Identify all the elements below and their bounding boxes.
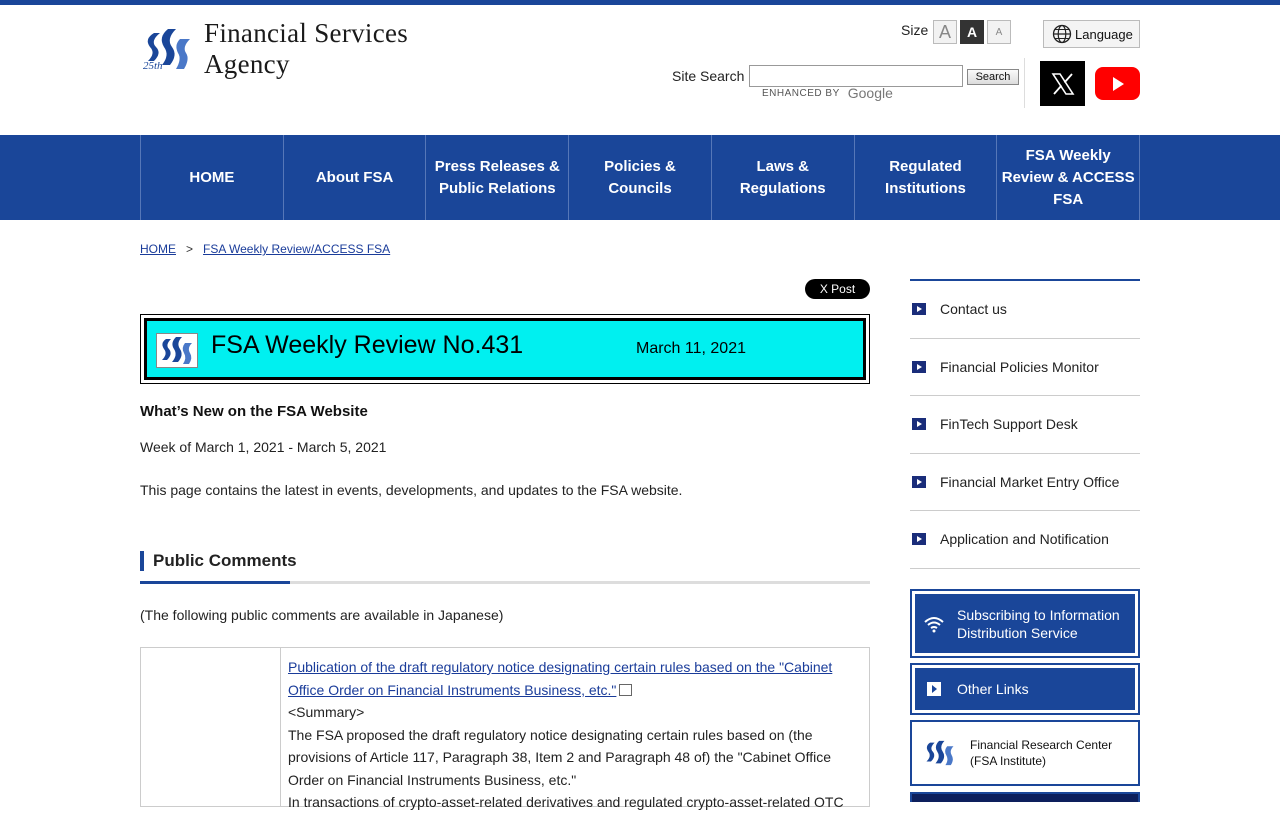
global-navigation bbox=[0, 135, 1280, 220]
nav-policies-councils[interactable]: Policies & Councils bbox=[569, 135, 712, 220]
globe-icon bbox=[1052, 24, 1072, 44]
nav-home[interactable]: HOME bbox=[141, 135, 284, 220]
sidebar-item-label: Contact us bbox=[940, 301, 1007, 318]
fsa-25th-logo-icon bbox=[140, 25, 196, 73]
banner-title: FSA Weekly Review No.431 bbox=[211, 331, 524, 359]
sidebar-item-fintech-desk[interactable] bbox=[910, 396, 1140, 454]
x-twitter-icon[interactable] bbox=[1040, 61, 1085, 106]
external-link-icon bbox=[619, 684, 632, 696]
table-date-cell bbox=[141, 648, 281, 806]
weekly-review-banner bbox=[140, 314, 870, 384]
nav-laws-regulations[interactable]: Laws & Regulations bbox=[712, 135, 855, 220]
google-branding bbox=[762, 85, 893, 101]
font-size-small-button[interactable]: A bbox=[987, 20, 1011, 44]
summary-label: <Summary> bbox=[288, 704, 365, 720]
public-comments-heading bbox=[140, 550, 870, 584]
other-links-button[interactable] bbox=[910, 663, 1140, 715]
sidebar-item-label: Application and Notification bbox=[940, 531, 1109, 548]
svg-text:25th: 25th bbox=[143, 60, 163, 72]
logo-text: Financial Services Agency bbox=[204, 18, 409, 79]
public-comment-link[interactable]: Publication of the draft regulatory notice designating certain rules based on the "Cabinet Office Order on Financial Instruments Business, etc." bbox=[288, 659, 833, 698]
nav-weekly-review[interactable]: FSA Weekly Review & ACCESS FSA bbox=[997, 135, 1140, 220]
header-divider bbox=[1024, 58, 1025, 108]
x-post-button[interactable]: X Post bbox=[805, 279, 870, 299]
google-label: Google bbox=[847, 85, 893, 101]
arrow-bullet-icon bbox=[912, 361, 926, 373]
font-size-label: Size bbox=[901, 22, 929, 38]
other-links-label: Other Links bbox=[957, 681, 1029, 697]
fsa-mini-logo-icon bbox=[156, 333, 198, 368]
availability-note: (The following public comments are available in Japanese) bbox=[140, 607, 504, 623]
breadcrumb-current-link[interactable]: FSA Weekly Review/ACCESS FSA bbox=[203, 242, 391, 256]
sidebar-item-contact-us[interactable] bbox=[910, 281, 1140, 339]
breadcrumb-separator: > bbox=[186, 242, 194, 256]
sidebar-links bbox=[910, 279, 1140, 569]
search-button[interactable]: Search bbox=[967, 69, 1019, 85]
enhanced-by-label: ENHANCED BY bbox=[762, 87, 840, 99]
nav-about-fsa[interactable]: About FSA bbox=[284, 135, 427, 220]
arrow-bullet-icon bbox=[912, 418, 926, 430]
summary-continuation: In transactions of crypto-asset-related derivatives and regulated crypto-asset-related OTC bbox=[288, 794, 844, 810]
breadcrumb bbox=[140, 242, 390, 256]
nav-press-releases[interactable]: Press Releases & Public Relations bbox=[426, 135, 569, 220]
language-button[interactable] bbox=[1043, 20, 1140, 48]
breadcrumb-home-link[interactable]: HOME bbox=[140, 242, 176, 256]
public-comments-table bbox=[140, 647, 870, 810]
font-size-large-button[interactable]: A bbox=[933, 20, 957, 44]
sidebar-item-label: FinTech Support Desk bbox=[940, 416, 1078, 433]
fsa-institute-logo-icon bbox=[922, 738, 958, 768]
frc-label: Financial Research Center (FSA Institute) bbox=[970, 738, 1113, 768]
sidebar-item-market-entry[interactable] bbox=[910, 454, 1140, 512]
youtube-icon[interactable] bbox=[1095, 67, 1140, 100]
site-search-label: Site Search bbox=[672, 68, 745, 84]
language-label: Language bbox=[1075, 26, 1133, 42]
arrow-bullet-icon bbox=[912, 533, 926, 545]
table-content-cell bbox=[281, 648, 869, 810]
sidebar-next-box[interactable] bbox=[910, 792, 1140, 802]
sidebar-item-label: Financial Market Entry Office bbox=[940, 473, 1120, 490]
summary-text: The FSA proposed the draft regulatory notice designating certain rules based on (the provisions of Article 117, Paragraph 38, Item 2 and Paragraph 48 of) the "Cabinet Office Order on Financial Instruments Business, etc." bbox=[288, 726, 831, 788]
top-accent-bar bbox=[0, 0, 1280, 5]
font-size-medium-button[interactable]: A bbox=[960, 20, 984, 44]
nav-regulated-institutions[interactable]: Regulated Institutions bbox=[855, 135, 998, 220]
sidebar-item-application[interactable] bbox=[910, 511, 1140, 569]
page-description: This page contains the latest in events, developments, and updates to the FSA website. bbox=[140, 482, 683, 498]
financial-research-center-link[interactable] bbox=[910, 720, 1140, 786]
site-search-input[interactable] bbox=[749, 65, 963, 87]
public-comments-title: Public Comments bbox=[153, 551, 297, 570]
fsa-logo[interactable] bbox=[140, 18, 485, 79]
wifi-icon bbox=[923, 615, 945, 633]
sidebar-item-policies-monitor[interactable] bbox=[910, 339, 1140, 397]
arrow-bullet-icon bbox=[912, 303, 926, 315]
banner-date: March 11, 2021 bbox=[636, 340, 746, 357]
whats-new-heading: What’s New on the FSA Website bbox=[140, 403, 368, 420]
arrow-bullet-icon bbox=[912, 476, 926, 488]
sidebar-item-label: Financial Policies Monitor bbox=[940, 358, 1099, 375]
subscribe-label: Subscribing to Information Distribution Service bbox=[957, 606, 1120, 641]
week-range: Week of March 1, 2021 - March 5, 2021 bbox=[140, 439, 387, 455]
subscribe-button[interactable] bbox=[910, 589, 1140, 658]
arrow-box-icon bbox=[923, 682, 945, 696]
